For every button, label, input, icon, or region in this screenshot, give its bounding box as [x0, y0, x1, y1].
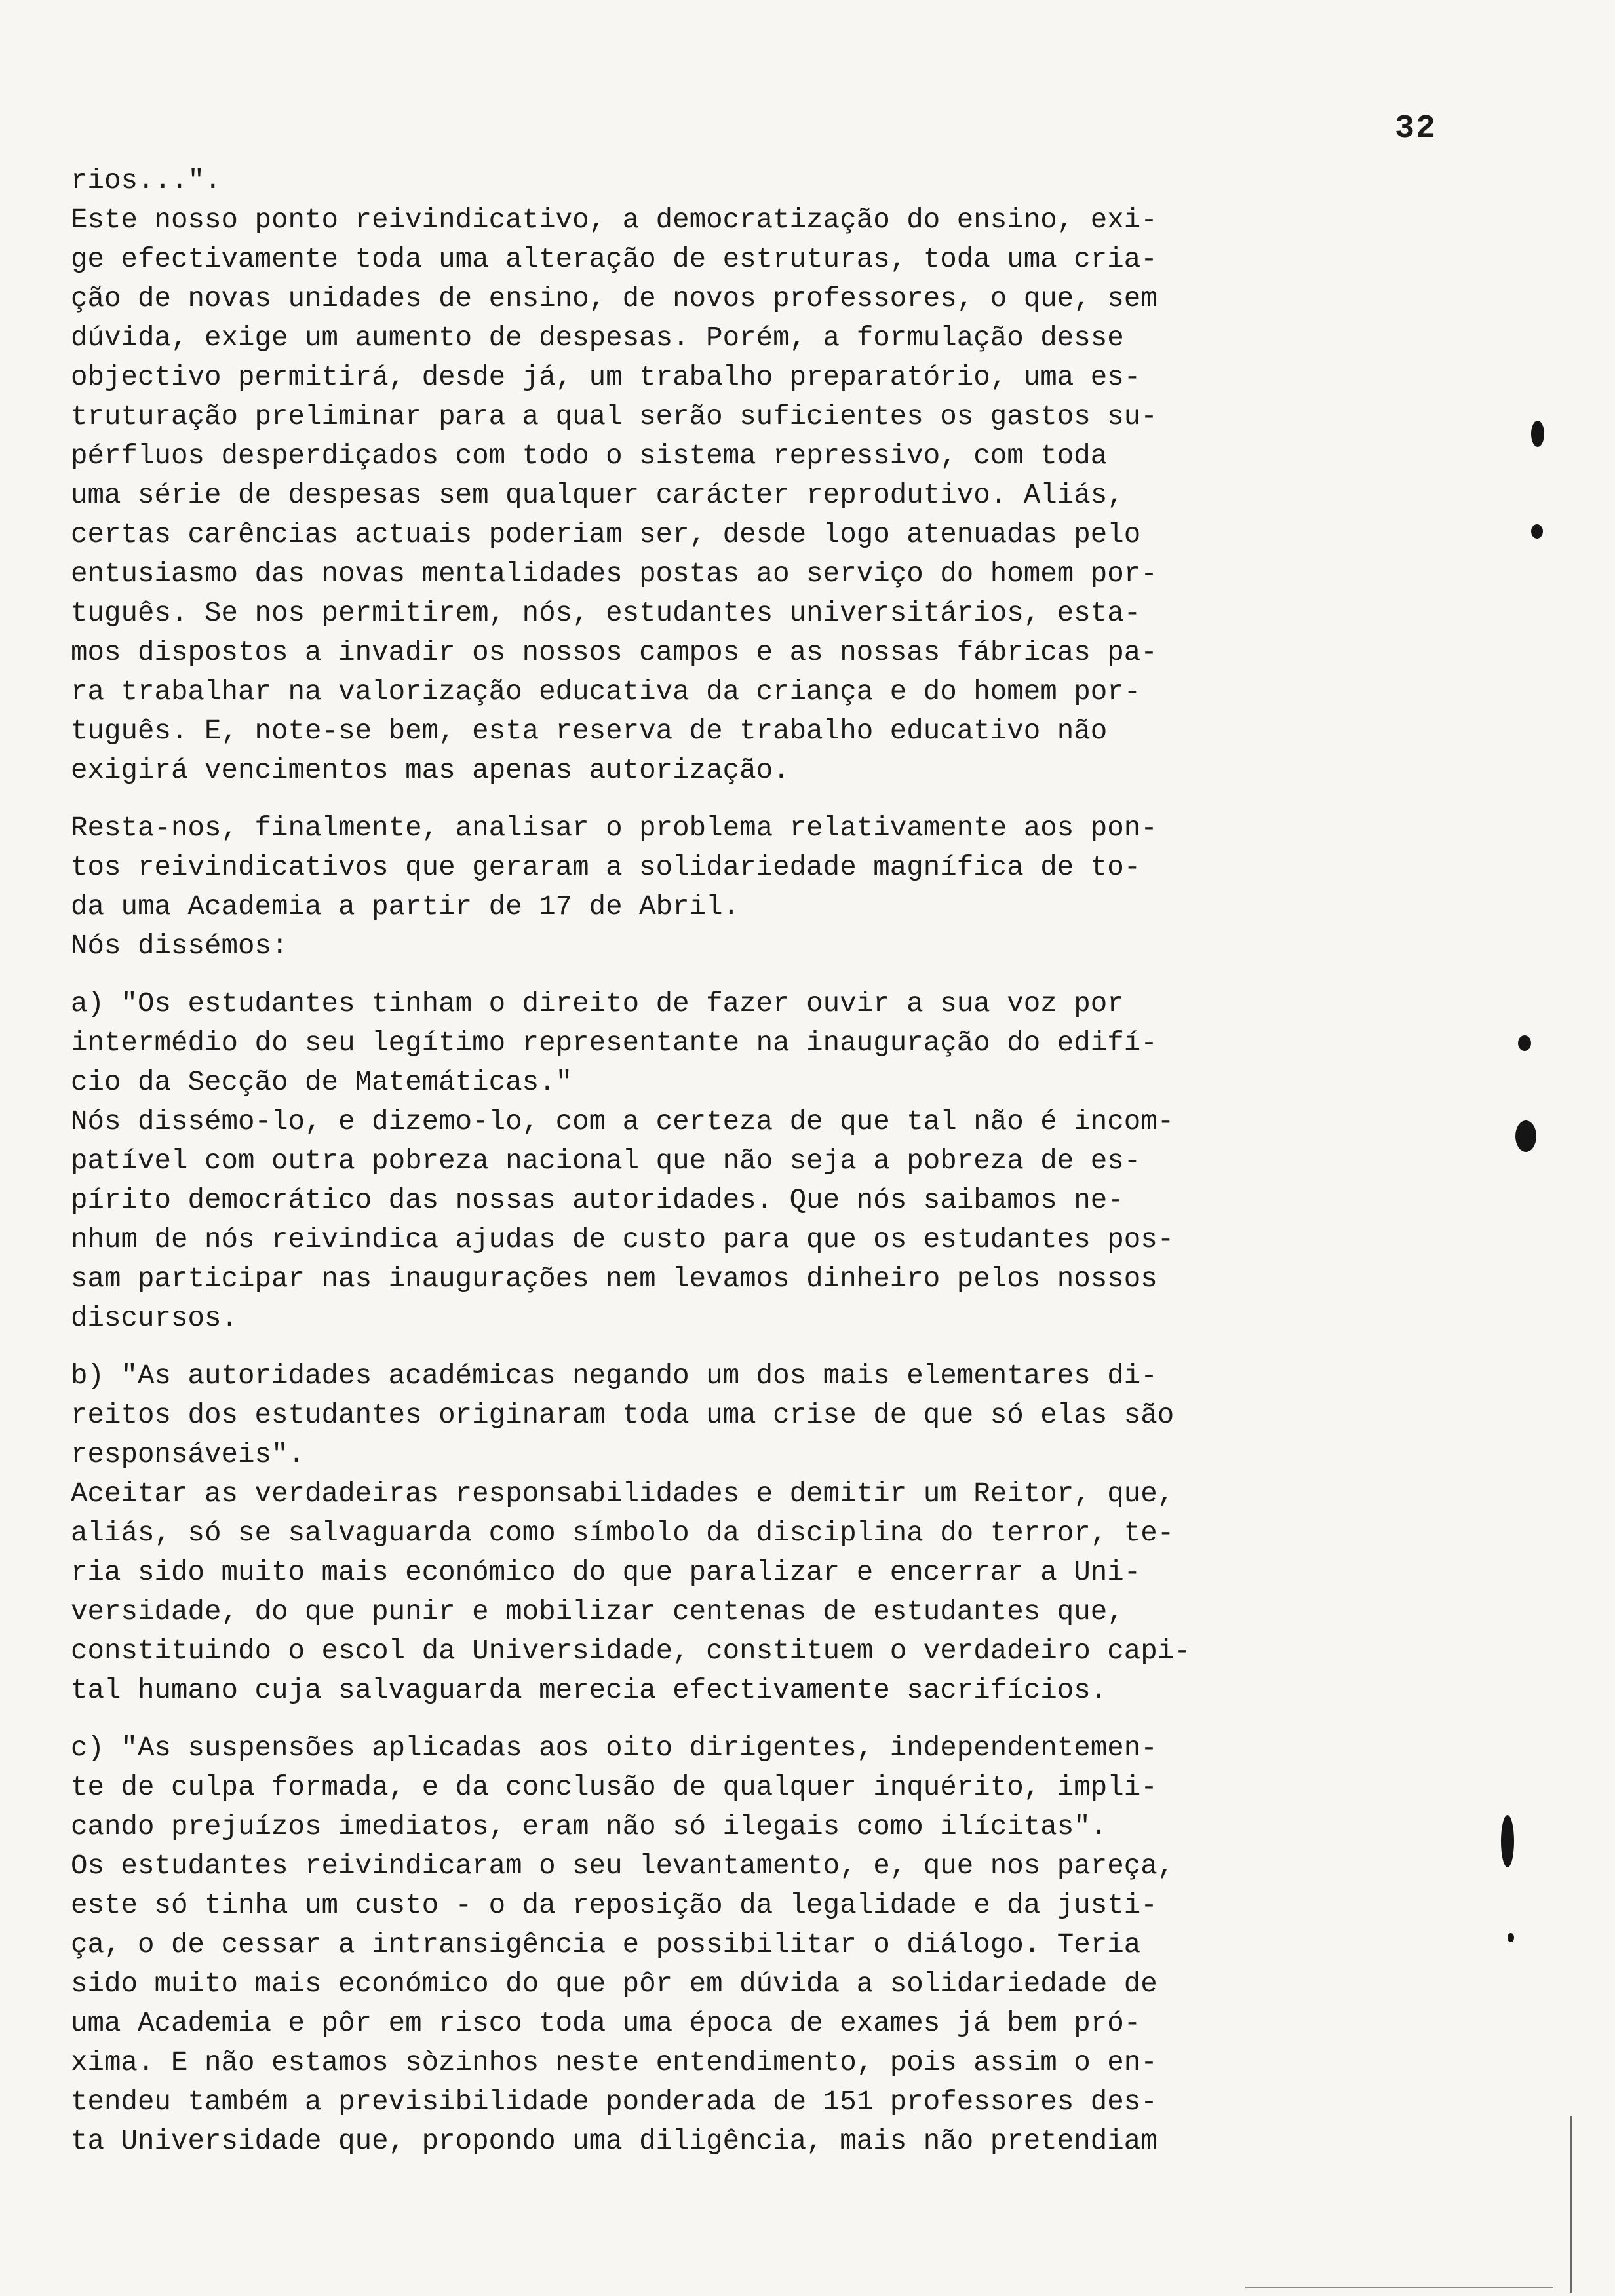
text-line: truturação preliminar para a qual serão suficientes os gastos su- [71, 401, 1158, 432]
text-line: aliás, só se salvaguarda como símbolo da disciplina do terror, te- [71, 1518, 1175, 1549]
text-line: rios...". [71, 165, 222, 197]
text-line: b) "As autoridades académicas negando um dos mais elementares di- [71, 1360, 1158, 1392]
margin-dot-mark [1531, 421, 1544, 447]
text-line: ria sido muito mais económico do que paralizar e encerrar a Uni- [71, 1557, 1141, 1588]
text-line: cio da Secção de Matemáticas." [71, 1067, 573, 1098]
text-line: tuguês. Se nos permitirem, nós, estudantes universitários, esta- [71, 598, 1141, 629]
text-line: discursos. [71, 1303, 239, 1334]
text-line: exigirá vencimentos mas apenas autorização. [71, 755, 790, 786]
text-line: uma Academia e pôr em risco toda uma época de exames já bem pró- [71, 2008, 1141, 2039]
text-line: patível com outra pobreza nacional que não seja a pobreza de es- [71, 1145, 1141, 1177]
text-line: sam participar nas inaugurações nem levamos dinheiro pelos nossos [71, 1263, 1158, 1295]
margin-dot-mark [1501, 1815, 1514, 1867]
text-line: ça, o de cessar a intransigência e possibilitar o diálogo. Teria [71, 1929, 1141, 1961]
text-line: tal humano cuja salvaguarda merecia efectivamente sacrifícios. [71, 1675, 1108, 1706]
text-line: dúvida, exige um aumento de despesas. Porém, a formulação desse [71, 322, 1124, 354]
margin-dot-mark [1531, 524, 1543, 539]
margin-dot-mark [1518, 1035, 1531, 1051]
text-line: ra trabalhar na valorização educativa da criança e do homem por- [71, 676, 1141, 708]
text-line: versidade, do que punir e mobilizar centenas de estudantes que, [71, 1596, 1124, 1628]
page-number: 32 [1395, 110, 1437, 147]
text-line: Nós dissémo-lo, e dizemo-lo, com a certeza de que tal não é incom- [71, 1106, 1175, 1138]
text-line: tos reivindicativos que geraram a solidariedade magnífica de to- [71, 852, 1141, 883]
text-line: ção de novas unidades de ensino, de novos professores, o que, sem [71, 283, 1158, 315]
text-line: este só tinha um custo - o da reposição da legalidade e da justi- [71, 1890, 1158, 1921]
text-line: te de culpa formada, e da conclusão de qualquer inquérito, impli- [71, 1772, 1158, 1803]
text-line: tendeu também a previsibilidade ponderada de 151 professores des- [71, 2086, 1158, 2118]
text-line: Os estudantes reivindicaram o seu levantamento, e, que nos pareça, [71, 1850, 1175, 1882]
text-line: intermédio do seu legítimo representante na inauguração do edifí- [71, 1027, 1158, 1059]
paragraph-gap [71, 1338, 1460, 1356]
margin-dot-mark [1508, 1933, 1514, 1942]
text-line: mos dispostos a invadir os nossos campos e as nossas fábricas pa- [71, 637, 1158, 668]
text-line: a) "Os estudantes tinham o direito de fazer ouvir a sua voz por [71, 988, 1124, 1020]
text-line: pérfluos desperdiçados com todo o sistema repressivo, com toda [71, 440, 1108, 472]
text-line: certas carências actuais poderiam ser, desde logo atenuadas pelo [71, 519, 1141, 550]
paragraph-gap [71, 790, 1460, 809]
text-line: pírito democrático das nossas autoridades. Que nós saibamos ne- [71, 1185, 1124, 1216]
paragraph-gap [71, 966, 1460, 984]
text-line: entusiasmo das novas mentalidades postas ao serviço do homem por- [71, 558, 1158, 590]
text-line: responsáveis". [71, 1439, 305, 1470]
text-line: xima. E não estamos sòzinhos neste entendimento, pois assim o en- [71, 2047, 1158, 2078]
text-line: constituindo o escol da Universidade, constituem o verdadeiro capi- [71, 1636, 1191, 1667]
text-line: Aceitar as verdadeiras responsabilidades e demitir um Reitor, que, [71, 1478, 1175, 1510]
text-line: ta Universidade que, propondo uma diligência, mais não pretendiam [71, 2126, 1158, 2157]
text-line: da uma Academia a partir de 17 de Abril. [71, 891, 740, 923]
text-line: nhum de nós reivindica ajudas de custo para que os estudantes pos- [71, 1224, 1175, 1255]
text-line: tuguês. E, note-se bem, esta reserva de trabalho educativo não [71, 716, 1108, 747]
text-line: Resta-nos, finalmente, analisar o problema relativamente aos pon- [71, 813, 1158, 844]
text-line: Nós dissémos: [71, 930, 288, 962]
scan-edge-line [1570, 2116, 1572, 2293]
paragraph-gap [71, 1710, 1460, 1729]
scan-edge-line [1245, 2287, 1553, 2288]
document-body [71, 161, 1460, 2161]
text-line: sido muito mais económico do que pôr em dúvida a solidariedade de [71, 1968, 1158, 2000]
text-line: ge efectivamente toda uma alteração de estruturas, toda uma cria- [71, 244, 1158, 275]
text-line: c) "As suspensões aplicadas aos oito dirigentes, independentemen- [71, 1732, 1158, 1764]
text-line: cando prejuízos imediatos, eram não só ilegais como ilícitas". [71, 1811, 1108, 1843]
margin-dot-mark [1515, 1120, 1536, 1152]
text-line: reitos dos estudantes originaram toda uma crise de que só elas são [71, 1400, 1175, 1431]
text-line: uma série de despesas sem qualquer carácter reprodutivo. Aliás, [71, 480, 1124, 511]
text-line: Este nosso ponto reivindicativo, a democratização do ensino, exi- [71, 204, 1158, 236]
text-line: objectivo permitirá, desde já, um trabalho preparatório, uma es- [71, 362, 1141, 393]
